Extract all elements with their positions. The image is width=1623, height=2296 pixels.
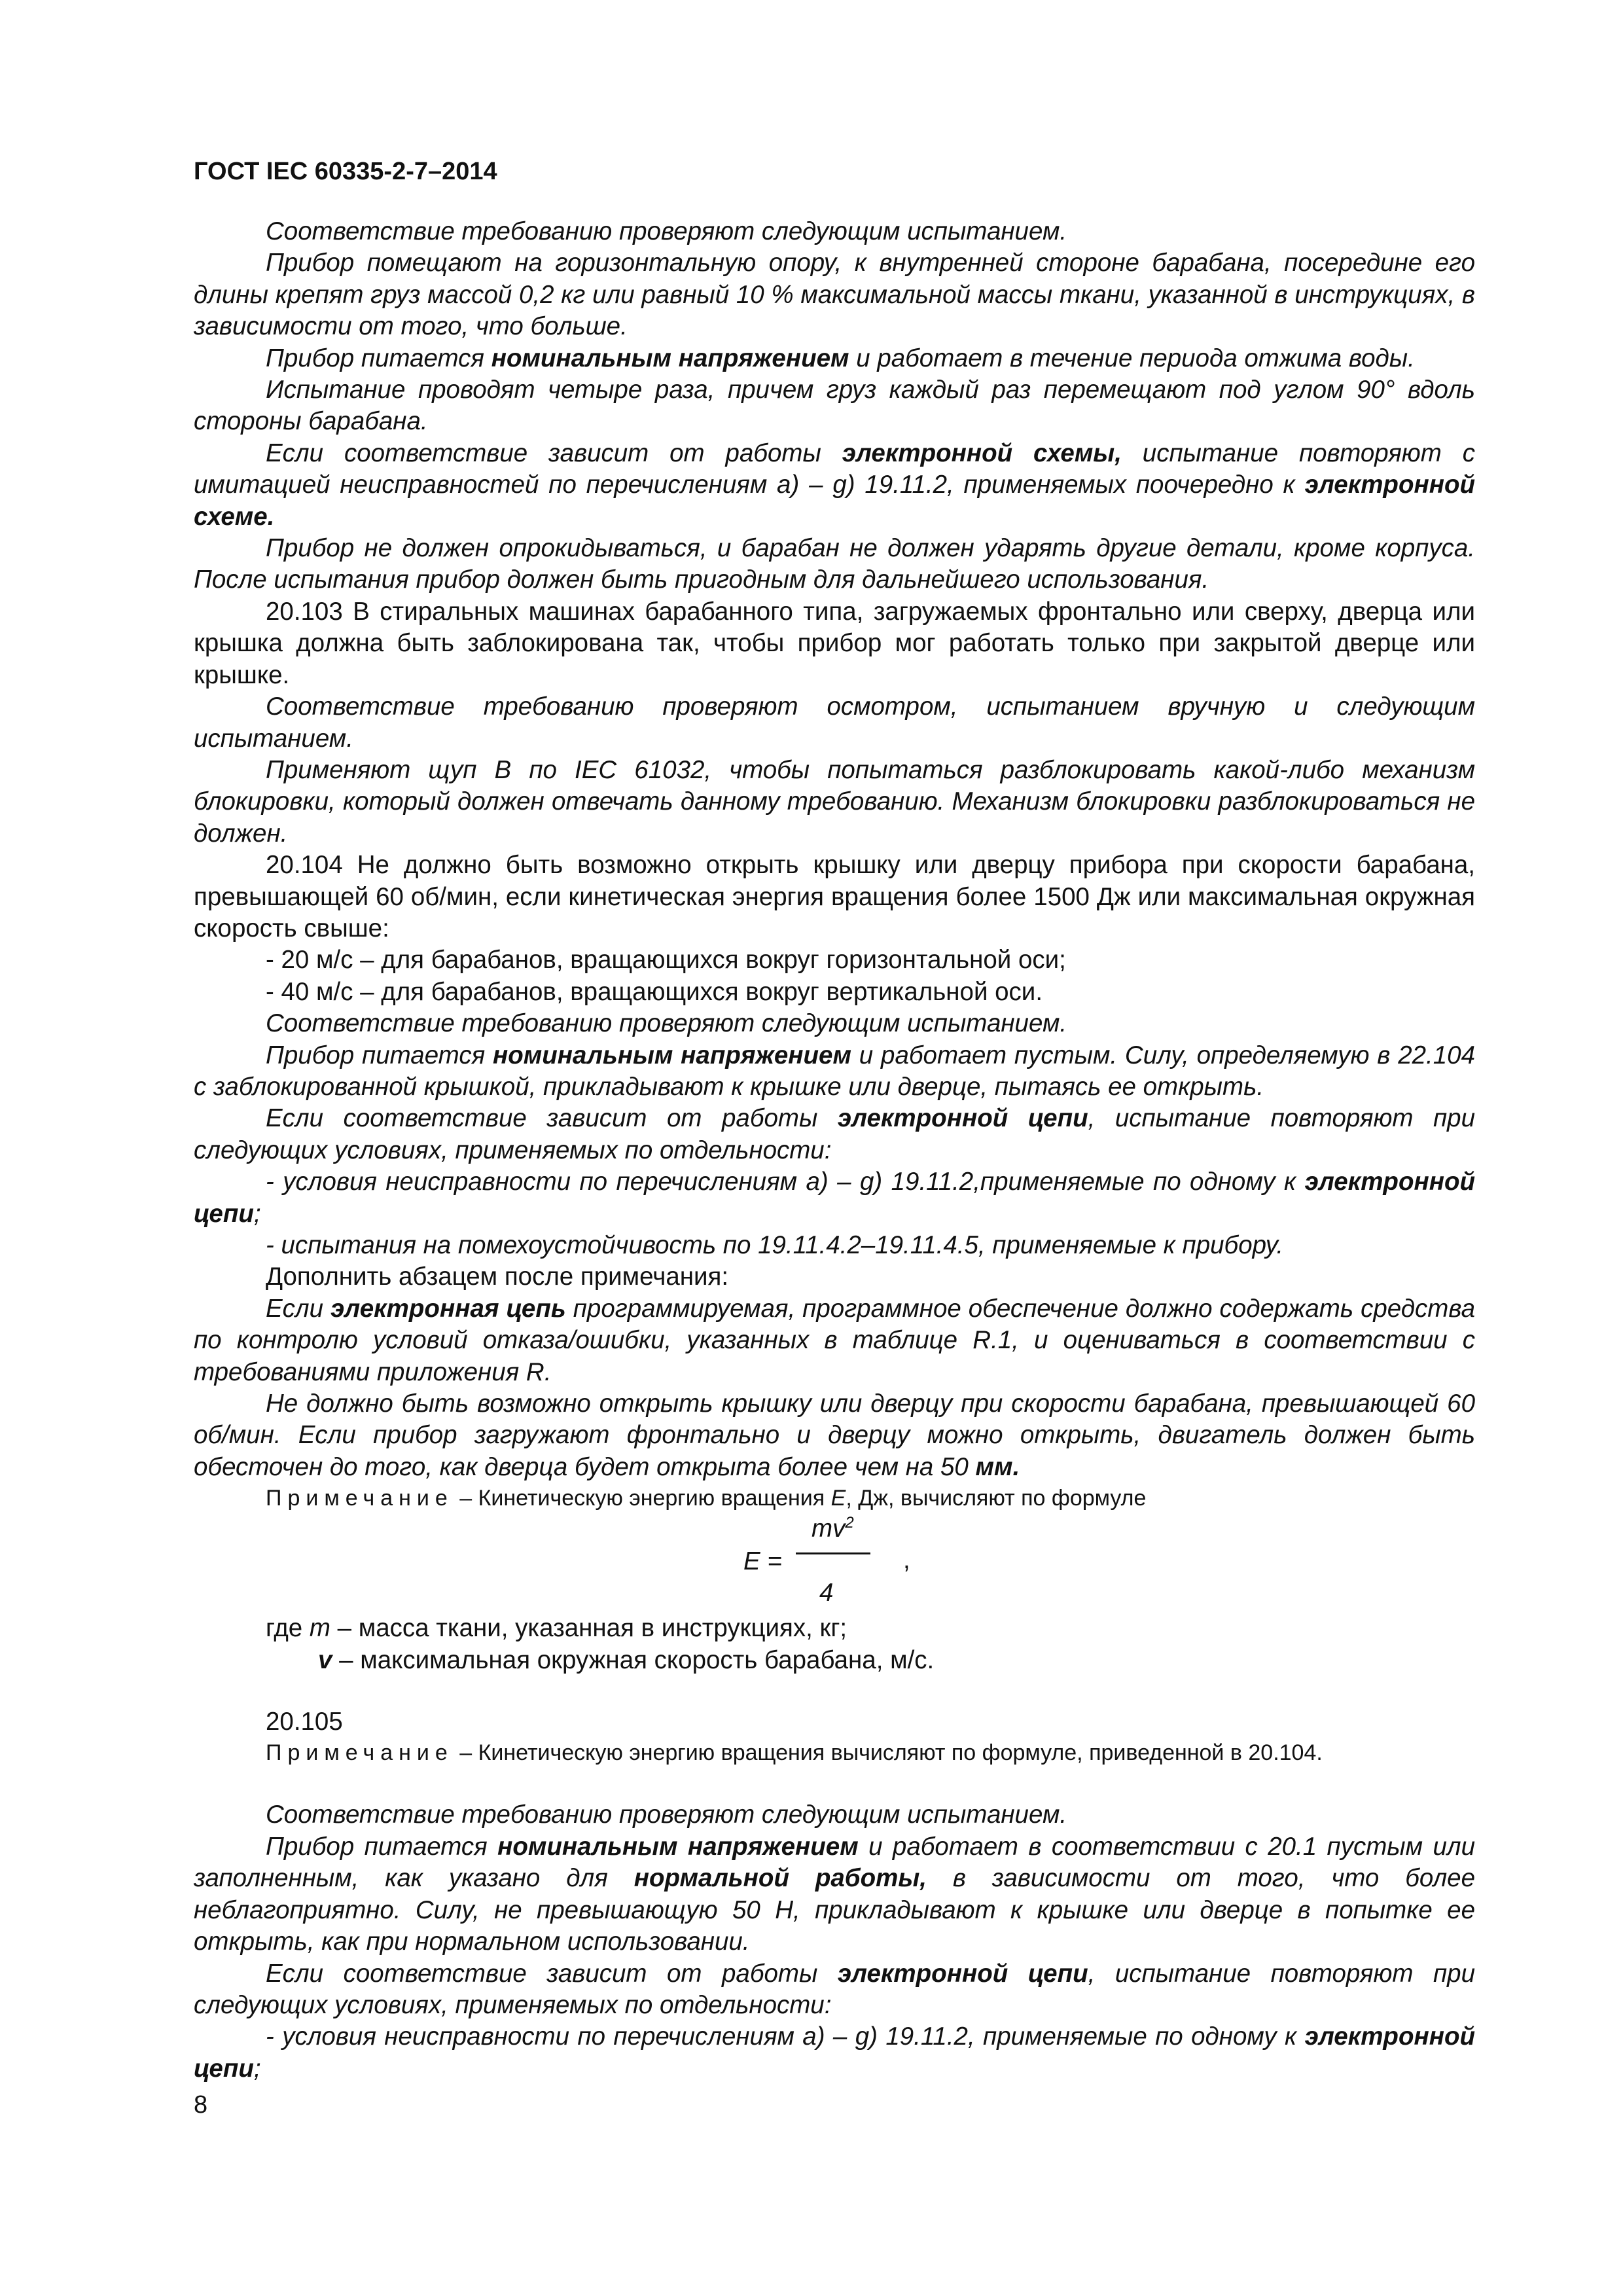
paragraph-door-opening: Не должно быть возможно открыть крышку или дверцу при скорости барабана, превышающей 60 об/мин. Если прибор загружают фронтально и дверцу можно открыть, двигатель должен быть обесточен до того, как дверца будет открыта более чем на 50 мм.	[194, 1390, 1475, 1481]
paragraph-add-after-note: Дополнить абзацем после примечания:	[266, 1263, 729, 1291]
kinetic-energy-formula	[194, 1513, 1475, 1613]
fraction-bar	[796, 1552, 870, 1554]
paragraph-electronic-circuit-3: Если соответствие зависит от работы электронной цепи, испытание повторяют при следующих условиях, применяемых по отдельности:	[194, 1959, 1475, 2019]
term-electronic-circuit: электронной схемы,	[842, 439, 1122, 467]
paragraph-electronic-circuit-1: Если соответствие зависит от работы электронной схемы, испытание повторяют с имитацией неисправностей по перечислениям а) – g) 19.11.2, применяемых поочередно к электронной схеме.	[194, 439, 1475, 531]
where-mass: где m – масса ткани, указанная в инструкциях, кг;	[266, 1614, 847, 1643]
paragraph-probe-test: Применяют щуп В по IEC 61032, чтобы попытаться разблокировать какой-либо механизм блокировки, который должен отвечать данному требованию. Механизм блокировки разблокироваться не должен.	[194, 755, 1475, 848]
paragraph-compliance-3: Соответствие требованию проверяют следующим испытанием.	[266, 1009, 1067, 1038]
term-rated-voltage: номинальным напряжением	[497, 1832, 859, 1861]
spacer	[194, 1768, 1475, 1799]
note-label: Примечание	[266, 1486, 454, 1511]
paragraph-test-repeat: Испытание проводят четыре раза, причем груз каждый раз перемещают под углом 90° вдоль стороны барабана.	[194, 376, 1475, 436]
paragraph-test-setup: Прибор помещают на горизонтальную опору, к внутренней стороне барабана, посередине его длины крепят груз массой 0,2 кг или равный 10 % максимальной массы ткани, указанной в инструкциях, в зависимости от того, что больше.	[194, 249, 1475, 341]
list-item-vertical-axis: - 40 м/с – для барабанов, вращающихся вокруг вертикальной оси.	[266, 977, 1043, 1006]
term-normal-operation: нормальной работы,	[633, 1864, 927, 1893]
paragraph-supply-1: Прибор питается номинальным напряжением и работает в течение периода отжима воды.	[266, 344, 1415, 372]
spacer	[194, 1676, 1475, 1706]
formula-lhs: E =	[743, 1547, 782, 1576]
term-electronic-circuit: электронной цепи	[194, 2022, 1475, 2083]
formula-numerator: $mv^2$	[812, 1514, 854, 1543]
formula-denominator: 4	[819, 1579, 834, 1607]
paragraph-programmable-circuit: Если электронная цепь программируемая, программное обеспечение должно содержать средства по контролю условий отказа/ошибки, указанных в таблице R.1, и оцениваться в соответствии с требованиями приложения R.	[194, 1294, 1475, 1386]
document-body	[194, 216, 1475, 2085]
paragraph-compliance-1: Соответствие требованию проверяют следующим испытанием.	[266, 217, 1067, 245]
document-header: ГОСТ IEC 60335-2-7–2014	[194, 158, 497, 185]
paragraph-result-1: Прибор не должен опрокидываться, и барабан не должен ударять другие детали, кроме корпуса. После испытания прибор должен быть пригодным для дальнейшего использования.	[194, 534, 1475, 594]
term-electronic-circuit: электронной схеме.	[194, 471, 1475, 531]
paragraph-supply-2: Прибор питается номинальным напряжением и работает пустым. Силу, определяемую в 22.104 с заблокированной крышкой, прикладывают к крышке или дверце, пытаясь ее открыть.	[194, 1041, 1475, 1101]
note-kinetic-energy-1: Примечание – Кинетическую энергию вращения E, Дж, вычисляют по формуле	[266, 1486, 1147, 1511]
term-rated-voltage: номинальным напряжением	[491, 344, 849, 372]
note-label: Примечание	[266, 1740, 454, 1766]
paragraph-supply-3: Прибор питается номинальным напряжением и работает в соответствии с 20.1 пустым или заполненным, как указано для нормальной работы, в зависимости от того, что более неблагоприятно. Силу, не превышающую 50 Н, прикладывают к крышке или дверце в попытке ее открыть, как при нормальном использовании.	[194, 1832, 1476, 1956]
formula-comma: ,	[903, 1546, 910, 1575]
term-rated-voltage: номинальным напряжением	[492, 1041, 851, 1069]
list-item-fault-conditions-2: - условия неисправности по перечислениям а) – g) 19.11.2, применяемые по одному к электронной цепи;	[194, 2022, 1475, 2083]
note-kinetic-energy-2: Примечание – Кинетическую энергию вращения вычисляют по формуле, приведенной в 20.104.	[266, 1740, 1323, 1766]
list-item-horizontal-axis: - 20 м/с – для барабанов, вращающихся вокруг горизонтальной оси;	[266, 946, 1066, 975]
term-electronic-circuit: электронной цепи	[837, 1104, 1088, 1133]
term-electronic-circuit: электронной цепи	[837, 1959, 1088, 1988]
term-electronic-circuit: электронная цепь	[330, 1294, 566, 1323]
list-item-fault-conditions-1: - условия неисправности по перечислениям а) – g) 19.11.2,применяемые по одному к электронной цепи;	[194, 1168, 1475, 1228]
paragraph-compliance-2: Соответствие требованию проверяют осмотром, испытанием вручную и следующим испытанием.	[194, 692, 1475, 753]
paragraph-compliance-4: Соответствие требованию проверяют следующим испытанием.	[266, 1801, 1067, 1829]
paragraph-clause-20-103: 20.103 В стиральных машинах барабанного типа, загружаемых фронтально или сверху, дверца или крышка должна быть заблокирована так, чтобы прибор мог работать только при закрытой дверце или крышке.	[194, 597, 1475, 689]
where-velocity: v – максимальная окружная скорость барабана, м/с.	[318, 1645, 935, 1674]
page-number: 8	[194, 2091, 208, 2119]
paragraph-electronic-circuit-2: Если соответствие зависит от работы электронной цепи, испытание повторяют при следующих условиях, применяемых по отдельности:	[194, 1104, 1475, 1164]
paragraph-clause-20-104: 20.104 Не должно быть возможно открыть крышку или дверцу прибора при скорости барабана, превышающей 60 об/мин, если кинетическая энергия вращения более 1500 Дж или максимальная окружная скорость свыше:	[194, 851, 1475, 942]
term-electronic-circuit: электронной цепи	[194, 1168, 1475, 1228]
paragraph-clause-20-105: 20.105	[266, 1708, 343, 1736]
formula-exponent: 2	[845, 1514, 854, 1532]
list-item-immunity-tests: - испытания на помехоустойчивость по 19.11.4.2–19.11.4.5, применяемые к прибору.	[266, 1231, 1284, 1259]
